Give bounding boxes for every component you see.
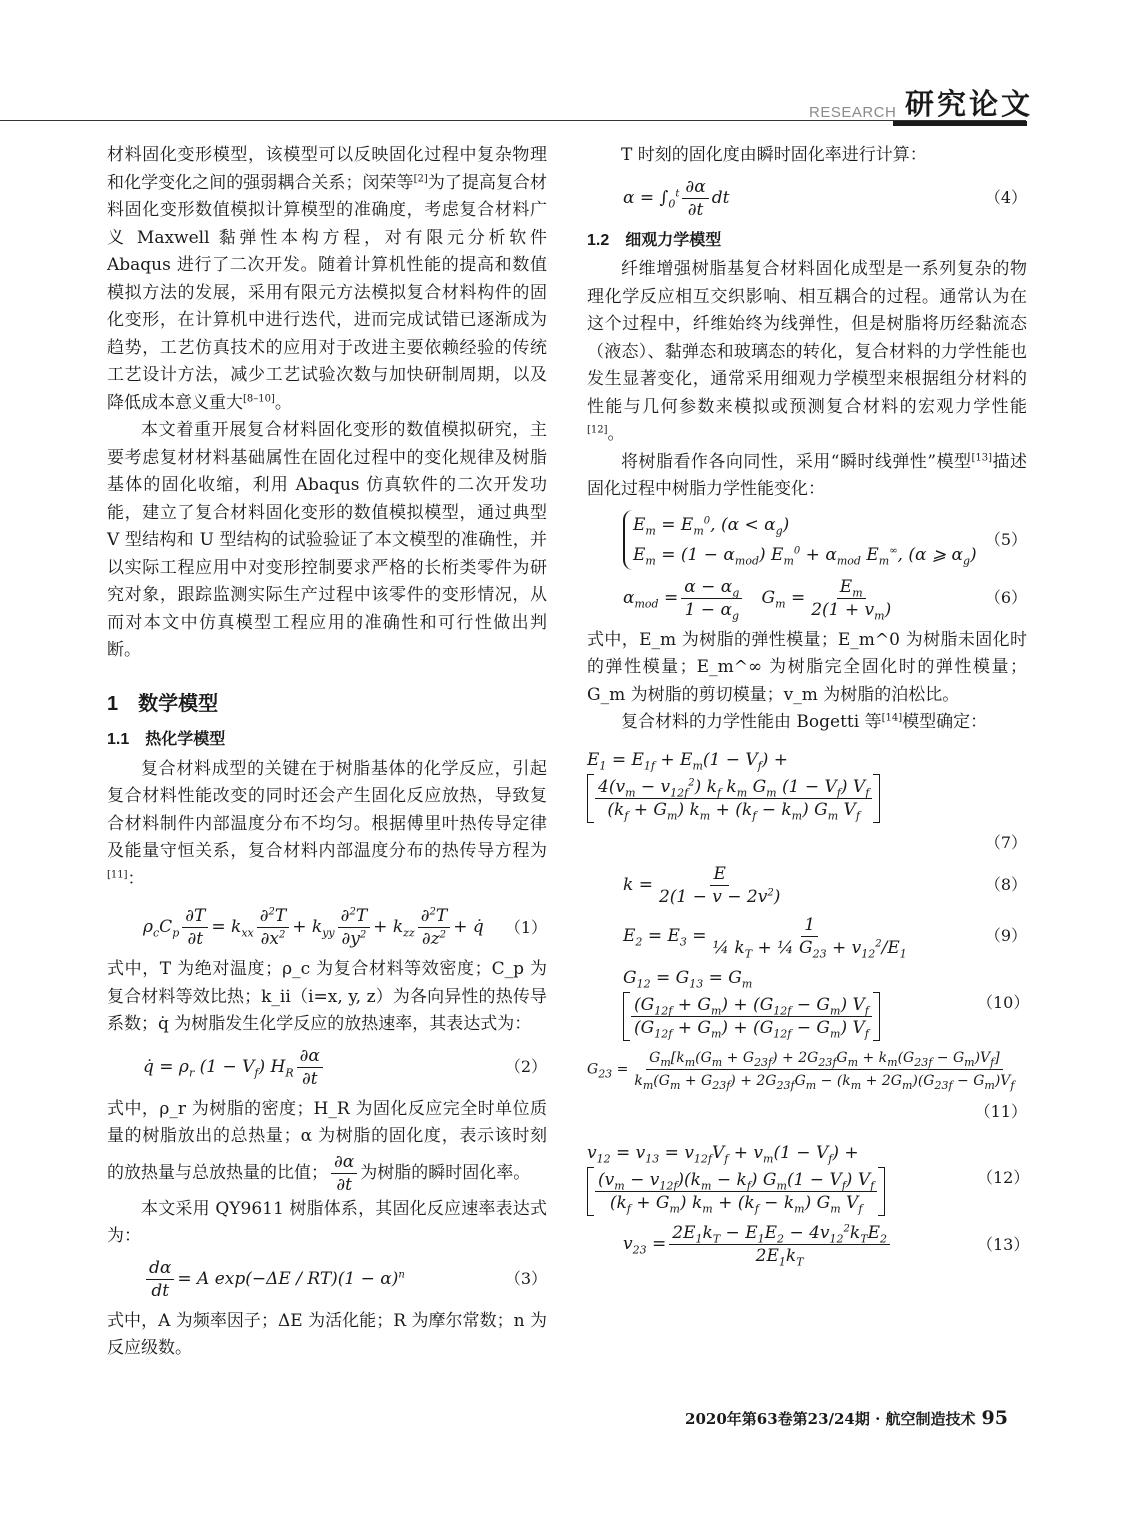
equation-6-number: （6） <box>984 588 1027 608</box>
section-title: 研究论文 <box>905 87 1034 121</box>
paragraph-cure-degree: T 时刻的固化度由瞬时固化率进行计算： <box>621 145 927 165</box>
equation-13: $v_{23}$ = $\frac{2E_1k_T - E_1E_2 - 4v_{12}^2k_TE_2}{2E_1k_T}$ （13） <box>623 1223 1030 1269</box>
paragraph-thermochem: 复合材料成型的关键在于树脂基体的化学反应，引起复合材料性能改变的同时还会产生固化反应放热，导致复合材料制件内部温度分布不均匀。根据傅里叶热传导定律及能量守恒关系，复合材料内部温度分布的热传导方程为[11]： <box>107 758 547 889</box>
journal-info: 2020年第63卷第23/24期 · 航空制造技术 <box>685 1410 976 1428</box>
paragraph-eq3-terms: 式中，A 为频率因子；ΔE 为活化能；R 为摩尔常数；n 为反应级数。 <box>107 1310 547 1358</box>
equation-1-number: （1） <box>504 917 547 937</box>
equation-12-number: （12） <box>977 1168 1030 1187</box>
equation-7-number: （7） <box>984 833 1027 852</box>
paragraph-eq6-terms: 式中，E_m 为树脂的弹性模量；E_m^0 为树脂未固化时的弹性模量；E_m^∞ 为树脂完全固化时的弹性模量；G_m 为树脂的剪切模量；v_m 为树脂的泊松比。 <box>587 629 1027 705</box>
equation-13-number: （13） <box>977 1234 1030 1254</box>
page-footer <box>685 1407 1008 1429</box>
equation-5: $E_m = E_m^0$, $(\alpha < \alpha_g)$ $E_m = (1 - \alpha_{mod}) E_m^0 + \alpha_{mod}$ $E_m^\infty$, (α ⩾ $\alpha_g$) （5） <box>587 510 1027 570</box>
equation-12: $v_{12} = v_{13} = v_{12f}V_f + v_m(1 - V_f)$ + $\frac{(v_m - v_{12f})(k_m - k_f) G_m(1 - V_f) V_f}{(k_f + G_m) k_m + (k_f - k_m) G_m V_f}$ （12） <box>587 1142 1030 1216</box>
paragraph-intro-cont: 材料固化变形模型，该模型可以反映固化过程中复杂物理和化学变化之间的强弱耦合关系；闵荣等[2]为了提高复合材料固化变形数值模拟计算模型的准确度，考虑复合材料广义 Maxwell 黏弹性本构方程，对有限元分析软件 Abaqus 进行了二次开发。随着计算机性能的提高和数值模拟方法的发展，采用有限元方法模拟复合材料构件的固化变形，在计算机中进行迭代，进而完成试错已逐渐成为趋势，工艺仿真技术的应用对于改进主要依赖经验的传统工艺设计方法，减少工艺试验次数与加快研制周期，以及降低成本意义重大[8–10]。 <box>107 145 548 413</box>
paragraph-resin-system: 本文采用 QY9611 树脂体系，其固化反应速率表达式为： <box>107 1198 547 1246</box>
equation-4: $\alpha = \int_0^t$ $\frac{\partial\alpha}{\partial t}$ dt （4） <box>623 176 1027 220</box>
equation-2-number: （2） <box>504 1057 547 1077</box>
equation-8: k = $\frac{E}{2(1 - v - 2v^2)}$ （8） <box>623 863 1027 907</box>
equation-10: $G_{12} = G_{13} = G_m$ $\frac{(G_{12f} + G_m) + (G_{12f} - G_m) V_f}{(G_{12f} + G_m) + (G_{12f} - G_m) V_f}$ （10） <box>623 967 1030 1041</box>
equation-11: $G_{23}$ = $\frac{G_m[k_m(G_m + G_{23f}) + 2G_{23f}G_m + k_m(G_{23f} - G_m)V_f]}{k_m(G_m + G_{23f}) + 2G_{23f}G_m - (k_m + 2G_m)(G_{23f} - G_m)V_f}$ <box>587 1047 1027 1092</box>
paragraph-eq1-terms: 式中，T 为绝对温度；ρ_c 为复合材料等效密度；C_p 为复合材料等效比热；k_ii（i=x, y, z）为各向异性的热传导系数；q̇ 为树脂发生化学反应的放热速率，其表达式为： <box>107 959 547 1034</box>
equation-3: $\frac{d\alpha}{dt}$ = A $\exp(-\Delta E / RT)(1 - \alpha)^n$ （3） <box>107 1257 547 1302</box>
research-label: RESEARCH <box>809 104 897 121</box>
equation-7: $E_1 = E_{1f} + E_m(1 - V_f)$ + $\frac{4(v_m - v_{12f}^2) k_f k_m G_m (1 - V_f) V_f}{(k_f + G_m) k_m + (k_f - k_m) G_m V_f}$ <box>587 747 1027 824</box>
paragraph-eq2-terms: 式中，ρ_r 为树脂的密度；H_R 为固化反应完全时单位质量的树脂放出的总热量；α 为树脂的固化度，表示该时刻的放热量与总放热量的比值； $\frac{\partial\alpha}{\partial t}$ 为树脂的瞬时固化率。 <box>107 1098 547 1195</box>
paragraph-micromechanics: 纤维增强树脂基复合材料固化成型是一系列复杂的物理化学反应相互交织影响、相互耦合的过程。通常认为在这个过程中，纤维始终为线弹性，但是树脂将历经黏流态（液态）、黏弹态和玻璃态的转化，复合材料的力学性能也发生显著变化，通常采用细观力学模型来根据组分材料的性能与几何参数来模拟或预测复合材料的宏观力学性能[12]。 <box>587 259 1027 444</box>
left-column <box>107 142 547 1363</box>
equation-3-number: （3） <box>504 1269 547 1289</box>
paragraph-chile-model: 将树脂看作各向同性，采用“瞬时线弹性”模型[13]描述固化过程中树脂力学性能变化： <box>587 451 1027 499</box>
right-column <box>587 142 1030 1273</box>
paragraph-intro-2: 本文着重开展复合材料固化变形的数值模拟研究，主要考虑复材材料基础属性在固化过程中的变化规律及树脂基体的固化收缩，利用 Abaqus 仿真软件的二次开发功能，建立了复合材料固化变形的数值模拟模型，通过典型 V 型结构和 U 型结构的试验验证了本文模型的准确性，并以实际工程应用中对变形控制要求严格的长桁类零件为研究对象，跟踪监测实际生产过程中该零件的变形情况，从而对本文中仿真模型工程应用的准确性和可行性做出判断。 <box>107 420 547 660</box>
heading-section-1-2: 1.2 细观力学模型 <box>587 231 722 249</box>
paragraph-bogetti: 复合材料的力学性能由 Bogetti 等[14]模型确定： <box>621 712 988 732</box>
equation-9-number: （9） <box>984 926 1027 946</box>
equation-9: $E_2 = E_3$ = $\frac{1}{\frac{1}{4} k_T + \frac{1}{4} G_{23} + v_{12}^2/E_1}$ （9） <box>623 914 1027 960</box>
equation-1: $\rho_cC_p$ $\frac{\partial T}{\partial t}$ = $k_{xx}$ $\frac{\partial^2T}{\partial x^2}$ + $k_{yy}$ $\frac{\partial^2T}{\partial y^2}$ + $k_{zz}$ $\frac{\partial^2T}{\partial z^2}$ + q̇ （1） <box>143 906 547 949</box>
heading-section-1: 1 数学模型 <box>107 692 219 715</box>
equation-4-number: （4） <box>984 188 1027 208</box>
equation-5-number: （5） <box>984 529 1027 549</box>
heading-section-1-1: 1.1 热化学模型 <box>107 731 226 748</box>
equation-8-number: （8） <box>984 875 1027 895</box>
equation-11-number: （11） <box>974 1102 1027 1121</box>
equation-2: q̇ = $\rho_r$ $(1 - V_f)$ $H_R$ $\frac{\partial\alpha}{\partial t}$ （2） <box>143 1045 547 1089</box>
equation-10-number: （10） <box>977 993 1030 1012</box>
equation-6: $\alpha_{mod}$ = $\frac{\alpha - \alpha_g}{1 - \alpha_g}$ $G_m$ = $\frac{E_m}{2(1 + v_m)}$ （6） <box>623 576 1027 622</box>
page-number: 95 <box>981 1407 1008 1429</box>
